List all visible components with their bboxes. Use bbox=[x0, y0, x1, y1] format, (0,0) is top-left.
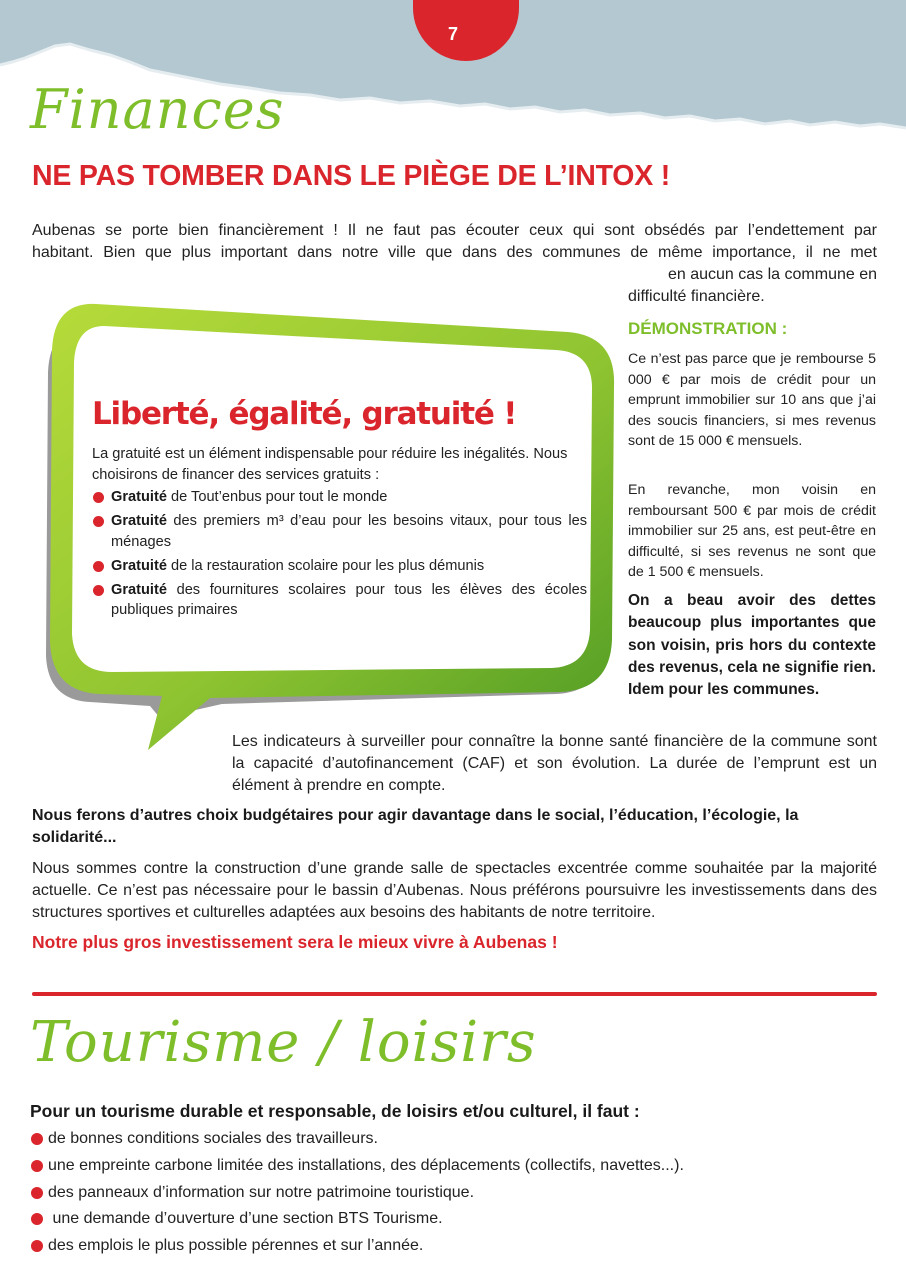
item-text: une empreinte carbone limitée des installations, des déplacements (collectifs, navettes...). bbox=[48, 1156, 684, 1174]
bullet-icon bbox=[93, 516, 104, 527]
list-item bbox=[30, 1235, 880, 1262]
bullet-icon bbox=[93, 585, 104, 596]
list-item bbox=[30, 1208, 880, 1235]
list-item bbox=[92, 487, 587, 508]
intro-line-1: Aubenas se porte bien financièrement ! Il ne faut pas écouter ceux qui sont obsédés par l’endettement par bbox=[32, 222, 877, 239]
demonstration-heading: DÉMONSTRATION : bbox=[628, 319, 788, 338]
section-divider bbox=[32, 992, 877, 996]
bullet-icon bbox=[93, 561, 104, 572]
item-bold: Gratuité bbox=[111, 489, 167, 505]
intro-line-3: en aucun cas la commune en bbox=[667, 266, 877, 283]
bullet-icon bbox=[31, 1213, 43, 1225]
item-text: des emplois le plus possible pérennes et sur l’année. bbox=[48, 1237, 424, 1255]
bullet-icon bbox=[31, 1160, 43, 1172]
bubble-title: Liberté, égalité, gratuité ! bbox=[92, 396, 517, 432]
list-item bbox=[30, 1155, 880, 1182]
tourisme-list bbox=[30, 1128, 880, 1262]
item-text: des panneaux d’information sur notre patrimoine touristique. bbox=[48, 1183, 475, 1201]
item-bold: Gratuité bbox=[111, 513, 167, 529]
concert-hall-paragraph: Nous sommes contre la construction d’une grande salle de spectacles excentrée comme souhaitée par la majorité actuelle. Ce n’est pas nécessaire pour le bassin d’Aubenas. Nous préférons poursuivre les investissements dans des structures sportives et culturelles adaptées aux besoins des habitants de notre territoire. bbox=[32, 860, 877, 921]
section-title-tourisme: Tourisme / loisirs bbox=[30, 1010, 537, 1075]
tourisme-heading: Pour un tourisme durable et responsable, de loisirs et/ou culturel, il faut : bbox=[30, 1101, 640, 1121]
bullet-icon bbox=[31, 1133, 43, 1145]
intro-line-4: difficulté financière. bbox=[628, 288, 765, 305]
demonstration-paragraph-2: En revanche, mon voisin en remboursant 500 € par mois de crédit immobilier sur 25 ans, est peut-être en difficulté, si ses revenus ne sont que de 1 500 € mensuels. bbox=[628, 482, 876, 580]
demonstration-paragraph-1: Ce n’est pas parce que je rembourse 5 000 € par mois de crédit pour un emprunt immobilier sur 10 ans que j’ai des soucis financiers, si mes revenus sont de 15 000 € mensuels. bbox=[628, 351, 876, 449]
list-item bbox=[30, 1128, 880, 1155]
item-text: une demande d’ouverture d’une section BTS Tourisme. bbox=[48, 1210, 443, 1228]
section-title-finances: Finances bbox=[30, 78, 285, 141]
item-bold: Gratuité bbox=[111, 581, 167, 598]
demonstration-conclusion: On a beau avoir des dettes beaucoup plus importantes que son voisin, pris hors du contexte des revenus, cela ne signifie rien. Idem pour les communes. bbox=[628, 592, 876, 699]
item-text: de la restauration scolaire pour les plus démunis bbox=[166, 557, 485, 574]
list-item bbox=[92, 580, 587, 621]
item-text: de bonnes conditions sociales des travailleurs. bbox=[48, 1130, 378, 1147]
item-text: de Tout’enbus pour tout le monde bbox=[166, 489, 388, 505]
page-number: 7 bbox=[447, 24, 458, 44]
bullet-icon bbox=[31, 1240, 43, 1252]
list-item bbox=[92, 556, 587, 577]
item-text: des premiers m³ d’eau pour les besoins vitaux, pour tous les ménages bbox=[111, 513, 587, 550]
bullet-icon bbox=[31, 1187, 43, 1199]
closing-statement: Notre plus gros investissement sera le mieux vivre à Aubenas ! bbox=[32, 932, 558, 952]
free-services-list bbox=[92, 487, 587, 624]
intro-line-2: habitant. Bien que plus important dans notre ville que dans des communes de même importance, il ne met bbox=[32, 244, 877, 261]
item-bold: Gratuité bbox=[111, 557, 167, 574]
main-headline: NE PAS TOMBER DANS LE PIÈGE DE L’INTOX ! bbox=[32, 160, 671, 192]
choices-paragraph: Nous ferons d’autres choix budgétaires pour agir davantage dans le social, l’éducation, l’écologie, la solidarité... bbox=[32, 807, 799, 846]
item-text: des fournitures scolaires pour tous les élèves des écoles publiques primaires bbox=[111, 581, 587, 618]
list-item bbox=[30, 1182, 880, 1209]
bullet-icon bbox=[93, 492, 104, 503]
indicators-paragraph: Les indicateurs à surveiller pour connaître la bonne santé financière de la commune sont la capacité d’autofinancement (CAF) et son évolution. La durée de l’emprunt est un élément à prendre en compte. bbox=[232, 733, 877, 794]
bubble-intro: La gratuité est un élément indispensable pour réduire les inégalités. Nous choisirons de financer des services gratuits : bbox=[92, 446, 568, 483]
list-item bbox=[92, 511, 587, 552]
